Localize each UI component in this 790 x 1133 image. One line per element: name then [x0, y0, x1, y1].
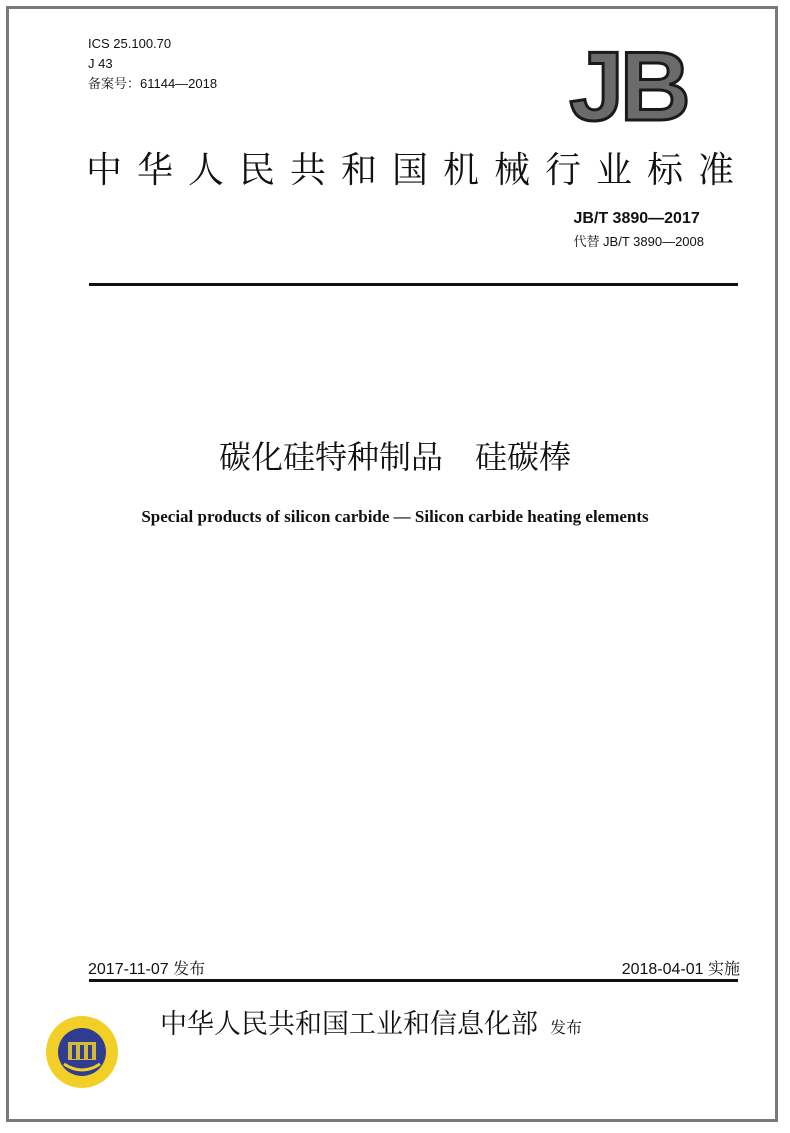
- standard-number-block: [573, 210, 704, 250]
- ics-code: ICS 25.100.70: [88, 36, 172, 51]
- publisher-line: [160, 1002, 582, 1041]
- issue-date: 2017-11-07 发布: [88, 961, 206, 978]
- document-title-english: Special products of silicon carbide — Silicon carbide heating elements: [141, 507, 649, 526]
- record-number: 备案号：61144—2018: [88, 76, 218, 91]
- metadata-block: [88, 34, 217, 94]
- replaces-standard: 代替 JB/T 3890—2008: [573, 234, 704, 249]
- jb-logo: [556, 38, 698, 132]
- publisher-emblem-icon: [44, 1014, 120, 1094]
- standard-type-title: 中华人民共和国机械行业标准: [86, 150, 750, 191]
- classification-code: J 43: [88, 56, 113, 71]
- top-divider: [89, 283, 738, 286]
- jb-logo-text: JB: [569, 38, 687, 128]
- publish-label: 发布: [550, 1018, 583, 1037]
- bottom-divider: [89, 979, 738, 982]
- publisher-name: 中华人民共和国工业和信息化部: [160, 1009, 538, 1040]
- implementation-date: 2018-04-01 实施: [621, 961, 740, 978]
- standard-code: JB/T 3890—2017: [573, 210, 700, 227]
- document-title-chinese: 碳化硅特种制品 硅碳棒: [218, 438, 571, 476]
